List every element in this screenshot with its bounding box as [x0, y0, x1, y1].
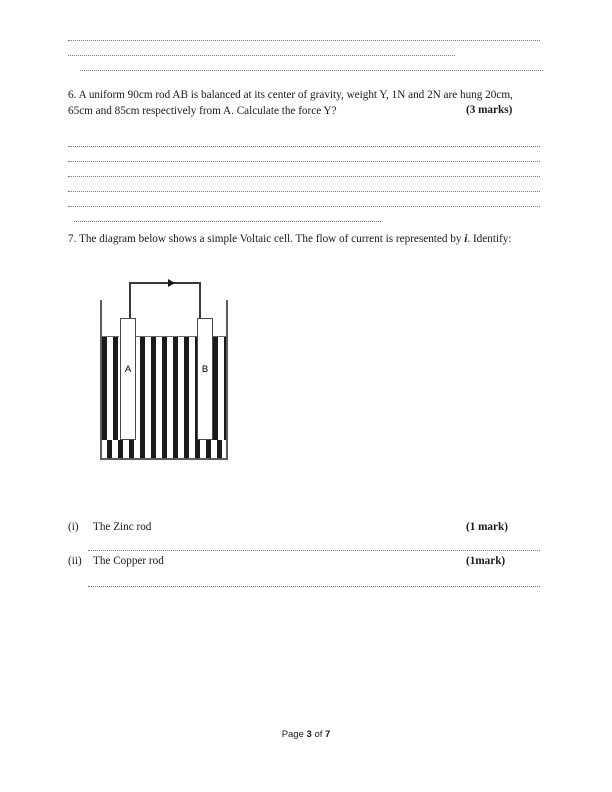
question-6-line1: A uniform 90cm rod AB is balanced at its center of gravity, weight Y, 1N and 2N are hung 20cm, — [78, 89, 513, 101]
footer-current-page: 3 — [306, 729, 312, 740]
wire-top-horizontal — [129, 282, 200, 284]
liquid-surface-middle — [135, 336, 197, 337]
question-6-answer-lines — [68, 132, 540, 222]
beaker-bottom-wall — [100, 458, 228, 460]
footer-middle: of — [311, 729, 326, 740]
question-7-text-after: . Identify: — [467, 233, 512, 245]
beaker-right-wall — [226, 300, 228, 460]
question-6-number: 6. — [68, 89, 77, 101]
top-answer-lines — [68, 26, 540, 71]
answer-line[interactable] — [68, 192, 540, 207]
answer-line[interactable] — [80, 56, 543, 71]
part-i-label: The Zinc rod — [93, 521, 152, 533]
answer-line[interactable] — [88, 536, 540, 551]
question-6-marks: (3 marks) — [466, 104, 513, 116]
current-symbol: i — [464, 233, 468, 245]
answer-line[interactable] — [68, 132, 540, 147]
question-7-number: 7. — [68, 233, 77, 245]
answer-line[interactable] — [68, 147, 540, 162]
part-ii-marks: (1mark) — [466, 555, 506, 567]
question-7-text-before: The diagram below shows a simple Voltaic cell. The flow of current is represented by — [79, 233, 465, 245]
current-arrow-icon — [168, 279, 175, 287]
part-i-roman: (i) — [68, 521, 79, 533]
footer-prefix: Page — [281, 729, 307, 740]
question-7-text — [68, 232, 548, 248]
liquid-surface-right — [213, 336, 226, 337]
electrode-b — [197, 318, 213, 440]
page-footer — [0, 729, 612, 740]
footer-total-pages: 7 — [325, 729, 331, 740]
answer-line[interactable] — [68, 162, 540, 177]
electrode-a-label: A — [124, 364, 132, 375]
electrolyte-bottom — [102, 440, 226, 458]
part-ii-answer-lines — [88, 572, 540, 587]
answer-line[interactable] — [88, 572, 540, 587]
answer-line[interactable] — [68, 26, 540, 41]
question-6-line2: 65cm and 85cm respectively from A. Calculate the force Y? — [68, 104, 337, 117]
electrode-a — [120, 318, 136, 440]
part-ii-label: The Copper rod — [93, 555, 164, 567]
part-i-answer-lines — [88, 536, 540, 551]
electrode-b-label: B — [201, 364, 209, 375]
wire-right-vertical — [199, 282, 201, 322]
part-i-marks: (1 mark) — [466, 521, 508, 533]
answer-line[interactable] — [68, 41, 455, 56]
answer-line[interactable] — [74, 207, 381, 222]
wire-left-vertical — [129, 282, 131, 322]
voltaic-cell-diagram — [96, 275, 242, 460]
liquid-surface-left — [102, 336, 119, 337]
answer-line[interactable] — [68, 177, 540, 192]
part-ii-roman: (ii) — [68, 555, 82, 567]
